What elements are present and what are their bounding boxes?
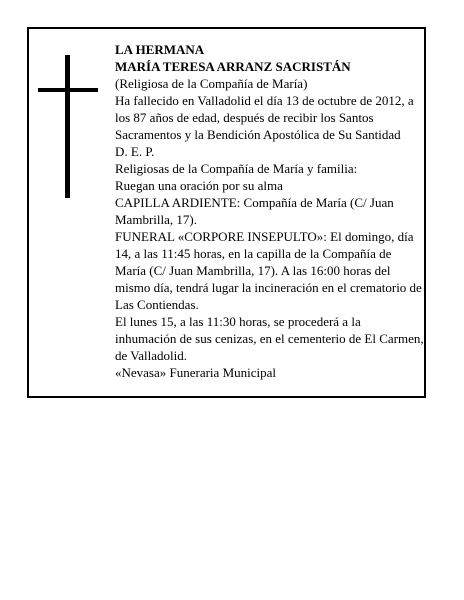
cross-horizontal-bar	[38, 88, 98, 92]
obituary-notice	[27, 27, 426, 398]
death-announcement: Ha fallecido en Valladolid el día 13 de octubre de 2012, a los 87 años de edad, después de recibir los Santos Sacramentos y la Bendición Apostólica de Su Santidad	[115, 93, 414, 142]
chapel-info: CAPILLA ARDIENTE: Compañía de María (C/ Juan Mambrilla, 17).	[115, 195, 394, 227]
family-line: Religiosas de la Compañía de María y familia:	[115, 161, 358, 176]
deceased-affiliation: (Religiosa de la Compañía de María)	[115, 76, 308, 91]
obituary-heading: LA HERMANA	[115, 42, 205, 57]
burial-info: El lunes 15, a las 11:30 horas, se procederá a la inhumación de sus cenizas, en el cementerio de El Carmen, de Valladolid.	[115, 314, 424, 363]
cross-vertical-bar	[65, 55, 70, 198]
prayer-request: Ruegan una oración por su alma	[115, 178, 283, 193]
funeral-home: «Nevasa» Funeraria Municipal	[115, 365, 277, 380]
funeral-info: FUNERAL «CORPORE INSEPULTO»: El domingo, día 14, a las 11:45 horas, en la capilla de la Compañía de María (C/ Juan Mambrilla, 17). A las 16:00 horas del mismo día, tendrá lugar la incineración en el crematorio de Las Contiendas.	[115, 229, 422, 312]
cross-icon	[38, 55, 98, 200]
obituary-text	[115, 41, 425, 381]
deceased-name: MARÍA TERESA ARRANZ SACRISTÁN	[115, 59, 351, 74]
rip-text: D. E. P.	[115, 144, 155, 159]
